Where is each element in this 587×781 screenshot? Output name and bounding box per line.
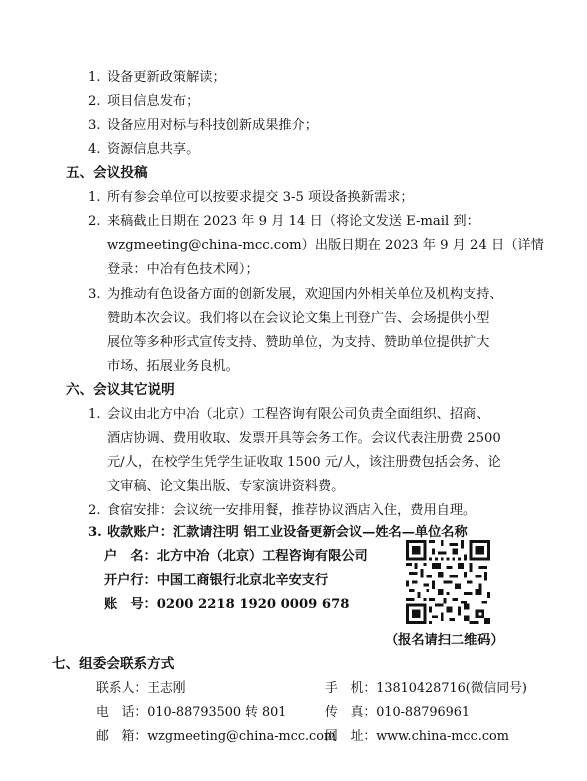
list-item: 项目信息发布；: [107, 94, 200, 109]
section-heading: 六、会议其它说明: [66, 382, 175, 398]
contact-fax: 传 真：010-88796961: [325, 705, 471, 720]
list-number: 3.: [88, 525, 102, 540]
list-number: 2.: [88, 503, 101, 518]
list-number: 1.: [88, 70, 101, 85]
paragraph-line: 来稿截止日期在 2023 年 9 月 14 日（将论文发送 E-mail 到：: [107, 214, 480, 229]
paragraph-line: 为推动有色设备方面的创新发展，欢迎国内外相关单位及机构支持、: [107, 287, 503, 302]
section-heading: 七、组委会联系方式: [52, 656, 175, 672]
list-item: 设备应用对标与科技创新成果推介；: [107, 118, 318, 133]
paragraph-line: 会议由北方中冶（北京）工程咨询有限公司负责全面组织、招商、: [107, 407, 490, 422]
paragraph-line: 市场、拓展业务良机。: [107, 359, 239, 374]
contact-email[interactable]: 邮 箱：wzgmeeting@china-mcc.com: [96, 729, 337, 744]
account-number: 账 号：0200 2218 1920 0009 678: [104, 597, 350, 612]
account-name: 户 名：北方中冶（北京）工程咨询有限公司: [104, 549, 368, 564]
paragraph-line: 登录：中冶有色技术网）；: [107, 262, 259, 277]
list-number: 2.: [88, 94, 101, 109]
qr-code-icon[interactable]: [406, 540, 490, 624]
section-heading: 五、会议投稿: [66, 165, 148, 181]
list-number: 3.: [88, 118, 101, 133]
payment-note: 收款账户：汇款请注明 铝工业设备更新会议—姓名—单位名称: [107, 525, 468, 540]
paragraph-line: wzgmeeting@china-mcc.com）出版日期在 2023 年 9 月 24 日（详情: [107, 238, 544, 253]
qr-caption: （报名请扫二维码）: [385, 633, 504, 648]
contact-website[interactable]: 网 址：www.china-mcc.com: [325, 729, 509, 744]
contact-phone: 电 话：010-88793500 转 801: [96, 705, 287, 720]
list-number: 4.: [88, 142, 101, 157]
paragraph-line: 赞助本次会议。我们将以在会议论文集上刊登广告、会场提供小型: [107, 311, 490, 326]
contact-mobile: 手 机：13810428716(微信同号): [325, 681, 527, 696]
paragraph-line: 所有参会单位可以按要求提交 3-5 项设备换新需求；: [107, 190, 414, 205]
paragraph-line: 酒店协调、费用收取、发票开具等会务工作。会议代表注册费 2500: [107, 431, 501, 446]
list-item: 设备更新政策解读；: [107, 70, 226, 85]
list-number: 1.: [88, 190, 101, 205]
paragraph-line: 文审稿、论文集出版、专家演讲资料费。: [107, 479, 345, 494]
account-bank: 开户行：中国工商银行北京北辛安支行: [104, 573, 329, 588]
paragraph-line: 元/人，在校学生凭学生证收取 1500 元/人，该注册费包括会务、论: [107, 455, 501, 470]
list-number: 1.: [88, 407, 101, 422]
list-number: 3.: [88, 287, 101, 302]
list-number: 2.: [88, 214, 101, 229]
contact-person: 联系人：王志刚: [96, 681, 186, 696]
paragraph-line: 展位等多种形式宣传支持、赞助单位，为支持、赞助单位提供扩大: [107, 335, 490, 350]
list-item: 资源信息共享。: [107, 142, 200, 157]
paragraph-line: 食宿安排：会议统一安排用餐，推荐协议酒店入住，费用自理。: [107, 503, 477, 518]
